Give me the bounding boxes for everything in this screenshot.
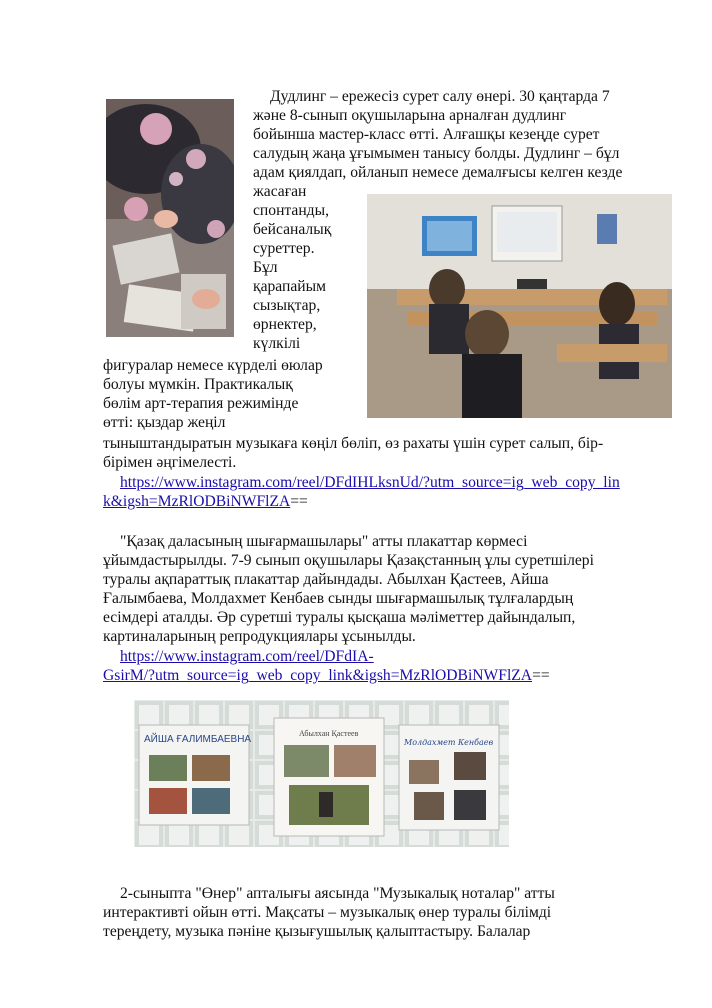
instagram-link-doodling-line2[interactable] [103,492,308,511]
poster-center-title: Абылхан Қастеев [299,729,359,738]
paragraph-doodling-line: адам қиялдап, ойланып немесе демалғысы келген кезде [253,164,623,181]
paragraph-doodling-line: фигуралар немесе күрделі өюлар [103,357,323,374]
paragraph-doodling-line: қарапайым [253,278,326,295]
poster-right-title: Молдахмет Кенбаев [404,738,494,747]
paragraph-doodling-line: бойынша мастер-класс өтті. Алғашқы кезеңде сурет [253,126,600,143]
paragraph-doodling-line: өтті: қыздар жеңіл [103,414,226,431]
poster-left-title: АЙША ҒАЛИМБАЕВНА [144,734,252,745]
paragraph-exhibition-line: есімдері аталды. Әр суретші туралы қысқаша мәліметтер дайындалып, [103,609,576,626]
photo-classroom [367,194,672,418]
paragraph-doodling-line: және 8-сынып оқушыларына арналған дудлинг [253,107,567,124]
paragraph-music-line: 2-сыныпта "Өнер" апталығы аясында "Музыкалық ноталар" атты [120,885,555,902]
paragraph-doodling-line: тыныштандыратын музыкаға көңіл бөліп, өз рахаты үшін сурет салып, бір- [103,435,604,452]
paragraph-exhibition-line: картиналарының репродукциялары ұсынылды. [103,628,416,645]
paragraph-doodling-line: Бұл [253,259,278,276]
paragraph-doodling-line: суреттер. [253,240,315,257]
paragraph-exhibition-line: туралы ақпараттық плакаттар дайындады. Абылхан Қастеев, Айша [103,571,549,588]
instagram-link-doodling[interactable] [120,473,620,492]
paragraph-doodling-line: жасаған [253,183,307,200]
paragraph-doodling-line: күлкілі [253,335,301,352]
instagram-link-exhibition-part2[interactable]: GsirM/?utm_source=ig_web_copy_link&igsh=MzRlODBiNWFlZA [103,667,533,684]
paragraph-doodling-line: спонтанды, [253,202,329,219]
instagram-link-exhibition[interactable] [120,647,374,666]
instagram-link-exhibition-part1[interactable]: https://www.instagram.com/reel/DFdIA- [120,648,374,665]
paragraph-exhibition-line: "Қазақ даласының шығармашылары" атты плакаттар көрмесі [120,533,528,550]
instagram-link-exhibition-line2[interactable] [103,666,550,685]
link-suffix: == [290,493,308,510]
paragraph-doodling-line: бөлім арт-терапия режимінде [103,395,299,412]
paragraph-exhibition-line: Ғалымбаева, Молдахмет Кенбаев сынды шығармашылық тұлғалардың [103,590,574,607]
paragraph-exhibition-line: ұйымдастырылды. 7-9 сынып оқушылары Қазақстанның ұлы суретшілері [103,552,594,569]
instagram-link-doodling-part1[interactable]: https://www.instagram.com/reel/DFdIHLksnUd/?utm_source=ig_web_copy_lin [120,474,620,491]
paragraph-doodling-line: Дудлинг – ережесіз сурет салу өнері. 30 қаңтарда 7 [270,88,610,105]
paragraph-music-line: интерактивті ойын өтті. Мақсаты – музыкалық өнер туралы білімді [103,904,552,921]
photo-poster-exhibition [134,700,509,847]
paragraph-doodling-line: өрнектер, [253,316,317,333]
instagram-link-doodling-part2[interactable]: k&igsh=MzRlODBiNWFlZA [103,493,291,510]
paragraph-doodling-line: бірімен әңгімелесті. [103,454,237,471]
paragraph-doodling-line: сызықтар, [253,297,321,314]
link-suffix: == [532,667,550,684]
paragraph-music-line: тереңдету, музыка пәніне қызығушылық қалыптастыру. Балалар [103,923,531,940]
photo-doodling-desk [106,99,234,337]
paragraph-doodling-line: салудың жаңа ұғымымен танысу болды. Дудлинг – бұл [253,145,620,162]
paragraph-doodling-line: болуы мүмкін. Практикалық [103,376,293,393]
paragraph-doodling-line: бейсаналық [253,221,332,238]
